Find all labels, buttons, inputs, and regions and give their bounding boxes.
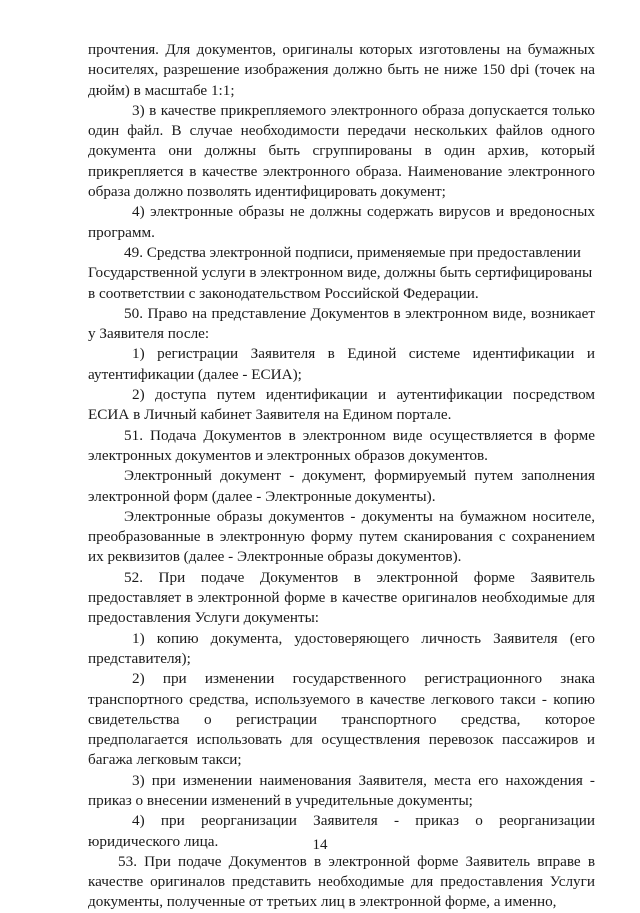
clause-49: 49. Средства электронной подписи, применяемые при предоставлении Государственной услуги в электронном виде, должны быть сертифицированы в соответствии с законодательством Российской Федерации. bbox=[88, 243, 593, 302]
clause-50-item-2: 2) доступа путем идентификации и аутентификации посредством ЕСИА в Личный кабинет Заявителя на Едином портале. bbox=[88, 386, 595, 424]
clause-52-item-3: 3) при изменении наименования Заявителя, места его нахождения - приказ о внесении изменений в учредительные документы; bbox=[88, 771, 595, 809]
definition-electronic-document: Электронный документ - документ, формируемый путем заполнения электронной форм (далее - Электронные документы). bbox=[88, 467, 595, 505]
definition-electronic-images: Электронные образы документов - документы на бумажном носителе, преобразованные в электронную форму путем сканирования с сохранением их реквизитов (далее - Электронные образы документов). bbox=[88, 507, 595, 566]
document-body bbox=[88, 40, 595, 913]
clause-50: 50. Право на представление Документов в электронном виде, возникает у Заявителя после: bbox=[88, 304, 595, 343]
clause-52-item-2: 2) при изменении государственного регистрационного знака транспортного средства, используемого в качестве легкового такси - копию свидетельства о регистрации транспортного средства, которое предполагается использовать для осуществления перевозок пассажиров и багажа легковым такси; bbox=[88, 670, 595, 769]
clause-53: 53. При подаче Документов в электронной форме Заявитель вправе в качестве оригиналов представить необходимые для предоставления Услуги документы, полученные от третьих лиц в электронной форме, а именно, bbox=[88, 852, 595, 911]
clause-51: 51. Подача Документов в электронном виде осуществляется в форме электронных документов и электронных образов документов. bbox=[88, 426, 595, 464]
clause-52-item-1: 1) копию документа, удостоверяющего личность Заявителя (его представителя); bbox=[88, 629, 595, 667]
clause-52-item-4: 4) при реорганизации Заявителя - приказ о реорганизации юридического лица. bbox=[88, 812, 595, 850]
page-number: 14 bbox=[312, 837, 328, 853]
clause-52: 52. При подаче Документов в электронной форме Заявитель предоставляет в электронной форме в качестве оригиналов необходимые для предоставления Услуги документы: bbox=[88, 568, 595, 627]
list-item-4: 4) электронные образы не должны содержать вирусов и вредоносных программ. bbox=[88, 203, 595, 241]
paragraph-continuation: прочтения. Для документов, оригиналы которых изготовлены на бумажных носителях, разрешение изображения должно быть не ниже 150 dpi (точек на дюйм) в масштабе 1:1; bbox=[88, 41, 595, 99]
list-item-3: 3) в качестве прикрепляемого электронного образа допускается только один файл. В случае необходимости передачи нескольких файлов одного документа они должны быть сгруппированы в один архив, который прикрепляется в качестве электронного образа. Наименование электронного образа должно позволять идентифицировать документ; bbox=[88, 101, 595, 201]
clause-50-item-1: 1) регистрации Заявителя в Единой системе идентификации и аутентификации (далее - ЕСИА); bbox=[88, 345, 595, 383]
